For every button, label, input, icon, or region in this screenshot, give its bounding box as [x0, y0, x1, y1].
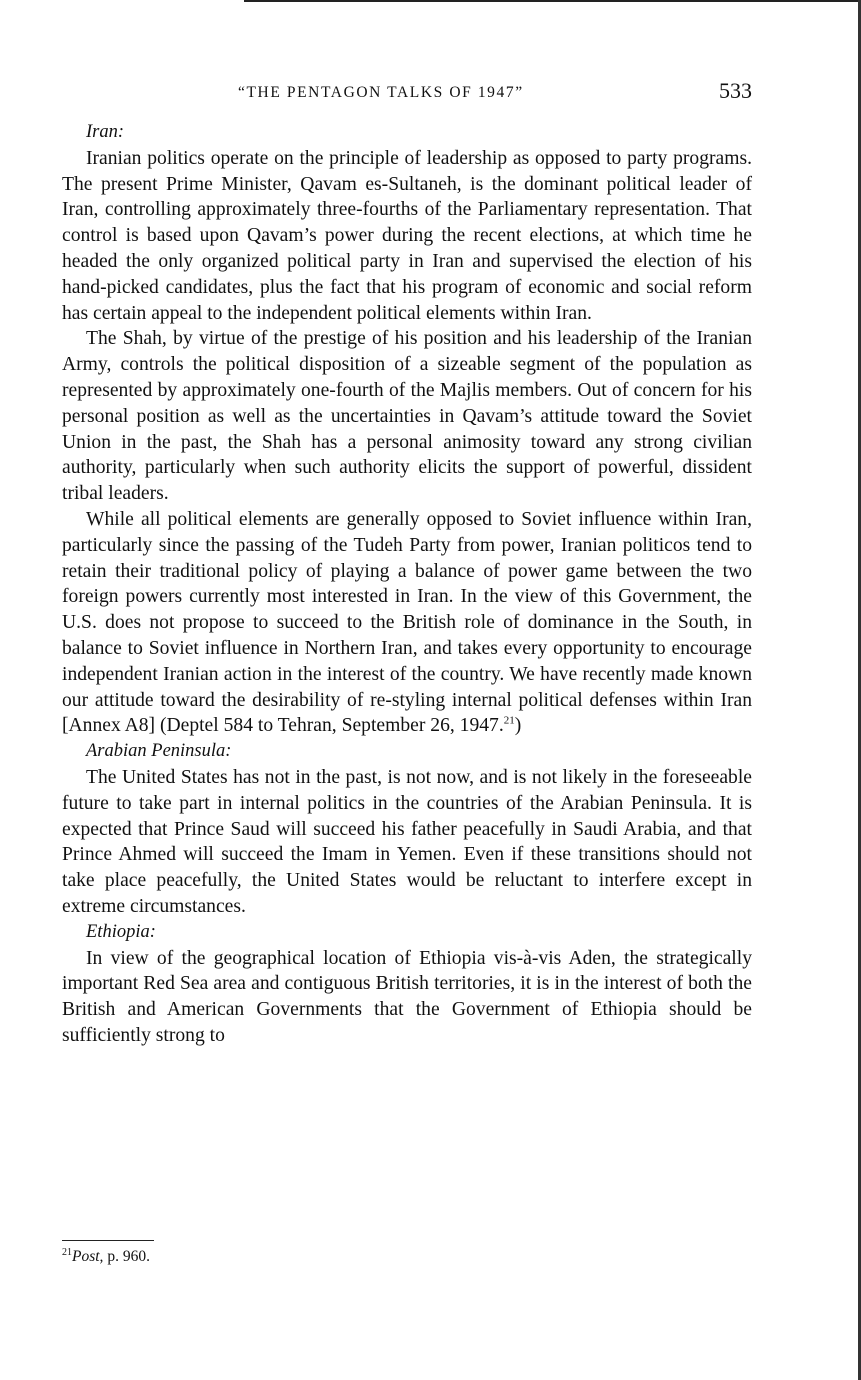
body-text — [62, 120, 752, 1049]
page-number: 533 — [719, 78, 752, 103]
footnote — [62, 1248, 150, 1266]
ethiopia-paragraph-1: In view of the geographical location of Ethiopia vis-à-vis Aden, the strategically important Red Sea area and contiguous British territories, it is in the interest of both the British and American Governments that the Government of Ethiopia should be sufficiently strong to — [62, 947, 752, 1046]
iran-paragraph-3-end: ) — [514, 715, 522, 737]
footnote-reference: 21 — [503, 714, 515, 727]
iran-paragraph-3 — [62, 507, 752, 739]
top-rule — [244, 0, 861, 2]
arabia-paragraph-1: The United States has not in the past, is not now, and is not likely in the foreseeable future to take part in internal politics in the countries of the Arabian Peninsula. It is expected that Prince Saud will succeed his father peacefully in Saudi Arabia, and that Prince Ahmed will succeed the Imam in Yemen. Even if these transitions should not take place peacefully, the United States would be reluctant to interfere except in extreme circumstances. — [62, 766, 752, 917]
running-head: “THE PENTAGON TALKS OF 1947” — [238, 84, 524, 101]
iran-paragraph-3-text: While all political elements are generally opposed to Soviet influence within Iran, particularly since the passing of the Tudeh Party from power, Iranian politicos tend to retain their traditional policy of playing a balance of power game between the two foreign powers currently most interested in Iran. In the view of this Government, the U.S. does not propose to succeed to the British role of dominance in the South, in balance to Soviet influence in Northern Iran, and takes every opportunity to encourage independent Iranian action in the interest of the country. We have recently made known our attitude toward the desirability of re-styling internal political defenses within Iran [Annex A8] (Deptel 584 to Tehran, September 26, 1947. — [62, 508, 752, 737]
iran-paragraph-1: Iranian politics operate on the principle of leadership as opposed to party programs. The present Prime Minister, Qavam es-Sultaneh, is the dominant political leader of Iran, controlling approximately three-fourths of the Parliamentary representation. That control is based upon Qavam’s power during the recent elections, at which time he headed the only organized political party in Iran and supervised the election of his hand-picked candidates, plus the fact that his program of economic and social reform has certain appeal to the independent political elements within Iran. — [62, 147, 752, 324]
footnote-text: p. 960. — [103, 1248, 150, 1265]
page-header — [62, 78, 752, 112]
footnote-italic: Post, — [72, 1248, 104, 1265]
section-heading-ethiopia: Ethiopia: — [86, 921, 156, 942]
section-heading-iran: Iran: — [86, 122, 125, 142]
footnote-mark: 21 — [62, 1246, 72, 1258]
footnote-rule — [62, 1240, 154, 1241]
iran-paragraph-2: The Shah, by virtue of the prestige of his position and his leadership of the Iranian Army, controls the political disposition of a sizeable segment of the population as represented by approximately one-fourth of the Majlis members. Out of concern for his personal position as well as the uncertainties in Qavam’s attitude toward the Soviet Union in the past, the Shah has a personal animosity toward any strong civilian authority, particularly when such authority elicits the support of powerful, dissident tribal leaders. — [62, 328, 752, 505]
section-heading-arabian-peninsula: Arabian Peninsula: — [86, 741, 232, 762]
